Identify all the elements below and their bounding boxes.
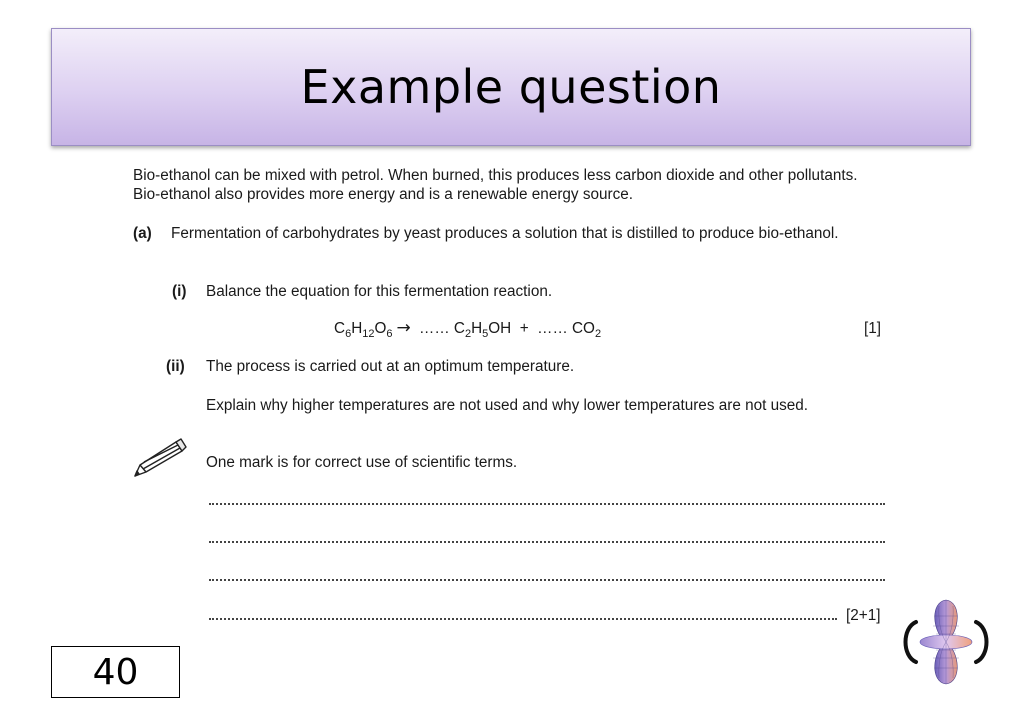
marks-part-ii: [2+1] xyxy=(846,607,881,624)
blank-co2: …… xyxy=(537,320,568,337)
part-ii-label: (ii) xyxy=(166,358,185,375)
page-number: 40 xyxy=(51,646,180,698)
marks-part-i: [1] xyxy=(864,320,882,337)
part-a-label: (a) xyxy=(133,225,152,242)
part-a-text: Fermentation of carbohydrates by yeast produces a solution that is distilled to produce bio-ethanol. xyxy=(171,225,839,242)
answer-line-4[interactable] xyxy=(209,618,837,620)
part-i-text: Balance the equation for this fermentation reaction. xyxy=(206,283,553,300)
fermentation-equation: $C_6H_{12}O_6$ → …… $C_2H_5OH$ + …… $CO_2$ xyxy=(334,318,602,340)
title-banner xyxy=(51,28,971,146)
pencil-icon xyxy=(132,437,188,479)
qwc-note: One mark is for correct use of scientific terms. xyxy=(206,454,518,471)
blank-ethanol: …… xyxy=(419,320,450,337)
answer-line-1[interactable] xyxy=(209,503,885,505)
question-intro: Bio-ethanol can be mixed with petrol. When burned, this produces less carbon dioxide and other pollutants. Bio-ethanol also provides more energy and is a renewable energy source. xyxy=(133,167,858,203)
part-i-label: (i) xyxy=(172,283,187,300)
part-ii-explain: Explain why higher temperatures are not used and why lower temperatures are not used. xyxy=(206,397,809,414)
answer-line-2[interactable] xyxy=(209,541,885,543)
slide-title: Example question xyxy=(300,60,722,114)
orbital-logo-icon xyxy=(896,594,996,690)
reaction-arrow: → xyxy=(396,318,411,338)
part-ii-text: The process is carried out at an optimum temperature. xyxy=(206,358,575,375)
answer-line-3[interactable] xyxy=(209,579,885,581)
